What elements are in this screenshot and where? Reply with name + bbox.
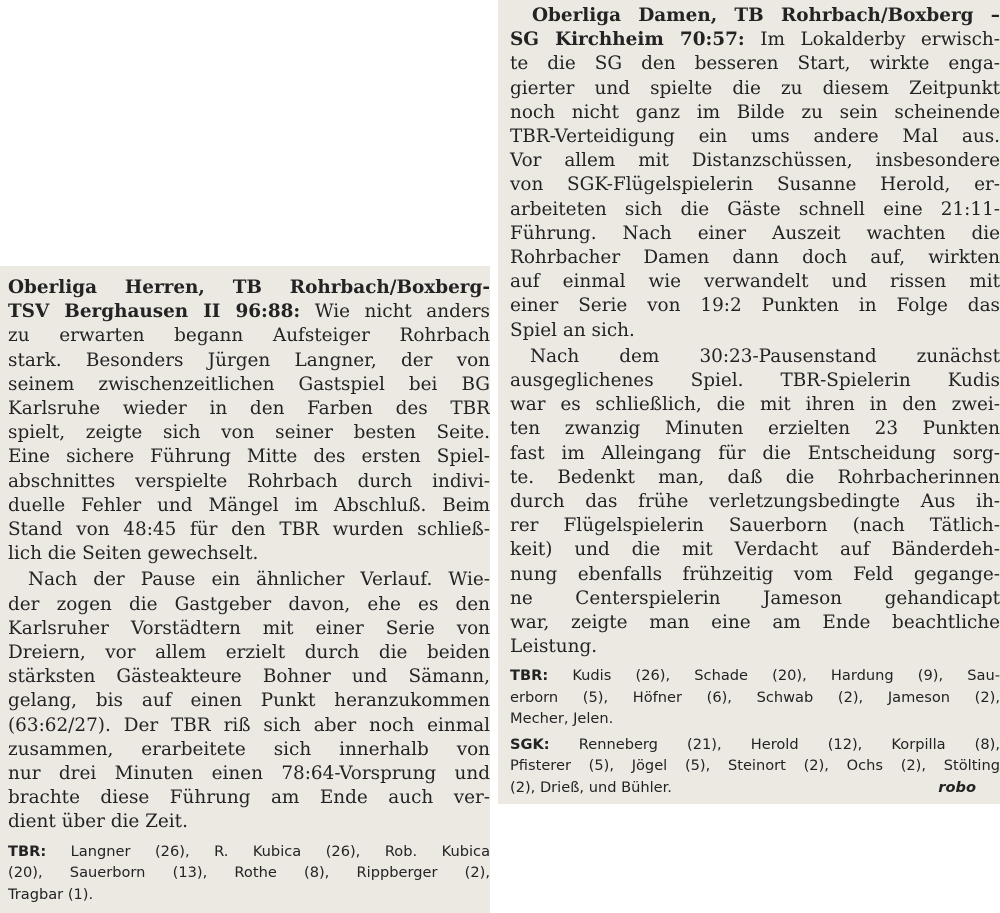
text-line: noch nicht ganz im Bilde zu sein scheinende xyxy=(510,101,1000,123)
text-line: fast im Alleingang für die Entscheidung sorg- xyxy=(510,442,1000,464)
text-line: der zogen die Gastgeber davon, ehe es den xyxy=(8,593,490,615)
roster-line: erborn (5), Höfner (6), Schwab (2), Jameson (2), xyxy=(510,688,1000,706)
text-line: Rohrbacher Damen dann doch auf, wirkten xyxy=(510,247,1000,269)
right-roster-sgk: SGK: Renneberg (21), Herold (12), Korpilla (8), Pfisterer (5), Jögel (5), Steinort (2), Ochs (2), Stölting (2), Drieß, und Bühler. robo xyxy=(510,734,1000,799)
text-line: keit) und die mit Verdacht auf Bänderdeh- xyxy=(510,539,1000,561)
text-line: arbeiteten sich die Gäste schnell eine 21:11- xyxy=(510,198,1000,220)
author-byline: robo xyxy=(938,778,976,796)
right-paragraph-1: Oberliga Damen, TB Rohrbach/Boxberg – SG Kirchheim 70:57: Im Lokalderby erwisch- te die SG den besseren Start, wirkte enga- gierter und spielte die zu diesem Zeitpunkt noch nicht ganz im Bilde zu sein scheinende TBR-Verteidigung ein ums andere Mal aus. Vor allem mit Distanzschüssen, insbesondere von SGK-Flügelspielerin Susanne Herold, er- arbeiteten sich die Gäste schnell eine 21:11- Führung. Nach einer Auszeit wachten die Rohrbacher Damen dann doch auf, wirkten auf einmal wie verwandelt und rissen mit einer Serie von 19:2 Punkten in Folge das Spiel an sich. xyxy=(510,4,1000,343)
text-line: te die SG den besseren Start, wirkte enga- xyxy=(510,53,1000,75)
text-line: Stand von 48:45 für den TBR wurden schließ- xyxy=(8,519,490,541)
text-line: ausgeglichenes Spiel. TBR-Spielerin Kudis xyxy=(510,370,1000,392)
text-line: gierter und spielte die zu diesem Zeitpunkt xyxy=(510,77,1000,99)
roster-line: Pfisterer (5), Jögel (5), Steinort (2), Ochs (2), Stölting xyxy=(510,757,1000,775)
text-line: war es schließlich, die mit ihren in den zwei- xyxy=(510,394,1000,416)
text-line: stärksten Gästeakteure Bohner und Sämann, xyxy=(8,666,490,688)
roster-label: TBR: xyxy=(8,842,47,860)
text-line: gelang, bis auf einen Punkt heranzukommen xyxy=(8,690,490,712)
text-line: seinem zwischenzeitlichen Gastspiel bei BG xyxy=(8,373,490,395)
right-heading-score: SG Kirchheim 70:57: xyxy=(510,29,745,51)
text-line: Leistung. xyxy=(510,636,598,658)
text-line: nur drei Minuten einen 78:64-Vorsprung und xyxy=(8,763,490,785)
text-line: ne Centerspielerin Jameson gehandicapt xyxy=(510,587,1000,609)
text-line: Führung. Nach einer Auszeit wachten die xyxy=(510,222,1000,244)
text-line: durch das frühe verletzungsbedingte Aus ih- xyxy=(510,491,1000,513)
text-line: te. Bedenkt man, daß die Rohrbacherinnen xyxy=(510,466,1000,488)
left-paragraph-2 xyxy=(8,568,490,834)
roster-line: (20), Sauerborn (13), Rothe (8), Rippberger (2), xyxy=(8,864,490,882)
text-line: einer Serie von 19:2 Punkten in Folge das xyxy=(510,295,1000,317)
text-line: rer Flügelspielerin Sauerborn (nach Tätlich- xyxy=(510,515,1000,537)
text-line: zu erwarten begann Aufsteiger Rohrbach xyxy=(8,325,490,347)
text-line: abschnittes verspielte Rohrbach durch indivi- xyxy=(8,470,490,492)
roster-line: Mecher, Jelen. xyxy=(510,710,614,728)
text-line: Spiel an sich. xyxy=(510,319,635,341)
text-line: zusammen, erarbeitete sich innerhalb von xyxy=(8,738,490,760)
text-line: Nach der Pause ein ähnlicher Verlauf. Wie- xyxy=(28,569,490,591)
text-line: Karlsruher Vorstädtern mit einer Serie von xyxy=(8,617,490,639)
text-line: von SGK-Flügelspielerin Susanne Herold, er- xyxy=(510,174,1000,196)
text-line: duelle Fehler und Mängel im Abschluß. Beim xyxy=(8,494,490,516)
roster-line: Tragbar (1). xyxy=(8,885,94,903)
right-paragraph-2 xyxy=(510,345,1000,660)
right-roster-tbr: TBR: Kudis (26), Schade (20), Hardung (9), Sau- erborn (5), Höfner (6), Schwab (2), Jameson (2), Mecher, Jelen. xyxy=(510,665,1000,730)
text-line: stark. Besonders Jürgen Langner, der von xyxy=(8,349,490,371)
text-line: Vor allem mit Distanzschüssen, insbesondere xyxy=(510,150,1000,172)
text-line: TBR-Verteidigung ein ums andere Mal aus. xyxy=(510,126,1000,148)
left-heading-score: TSV Berghausen II 96:88: xyxy=(8,301,301,323)
roster-label: TBR: xyxy=(510,667,549,685)
left-heading-line: Oberliga Herren, TB Rohrbach/Boxberg- xyxy=(8,277,490,298)
text-line: Karlsruhe wieder in den Farben des TBR xyxy=(8,398,490,420)
text-line: Nach dem 30:23-Pausenstand zunächst xyxy=(530,345,1000,367)
text-line: lich die Seiten gewechselt. xyxy=(8,543,259,565)
text-line: brachte diese Führung am Ende auch ver- xyxy=(8,787,490,809)
left-roster-tbr: TBR: Langner (26), R. Kubica (26), Rob. Kubica (20), Sauerborn (13), Rothe (8), Rippberger (2), Tragbar (1). xyxy=(8,841,490,906)
roster-label: SGK: xyxy=(510,735,550,753)
left-article xyxy=(0,266,490,913)
left-paragraph-1: Oberliga Herren, TB Rohrbach/Boxberg- TSV Berghausen II 96:88: Wie nicht anders zu erwarten begann Aufsteiger Rohrbach stark. Besonders Jürgen Langner, der von seinem zwischenzeitlichen Gastspiel bei BG Karlsruhe wieder in den Farben des TBR spielt, zeigte sich von seiner besten Seite. Eine sichere Führung Mitte des ersten Spiel- abschnittes verspielte Rohrbach durch indivi- duelle Fehler und Mängel im Abschluß. Beim Stand von 48:45 für den TBR wurden schließ- lich die Seiten gewechselt. xyxy=(8,276,490,566)
right-article xyxy=(498,0,1000,804)
text-line: war, zeigte man eine am Ende beachtliche xyxy=(510,612,1000,634)
text-line: spielt, zeigte sich von seiner besten Seite. xyxy=(8,422,490,444)
text-line: Eine sichere Führung Mitte des ersten Spiel- xyxy=(8,446,490,468)
roster-line: (2), Drieß, und Bühler. xyxy=(510,778,672,796)
text-line: nung ebenfalls frühzeitig vom Feld gegange- xyxy=(510,563,1000,585)
text-line: ten zwanzig Minuten erzielten 23 Punkten xyxy=(510,418,1000,440)
text-line: (63:62/27). Der TBR riß sich aber noch einmal xyxy=(8,714,490,736)
text-line: dient über die Zeit. xyxy=(8,811,188,833)
text-line: Dreiern, vor allem erzielt durch die beiden xyxy=(8,642,490,664)
right-heading-line: Oberliga Damen, TB Rohrbach/Boxberg – xyxy=(532,5,1000,26)
text-line: auf einmal wie verwandelt und rissen mit xyxy=(510,271,1000,293)
